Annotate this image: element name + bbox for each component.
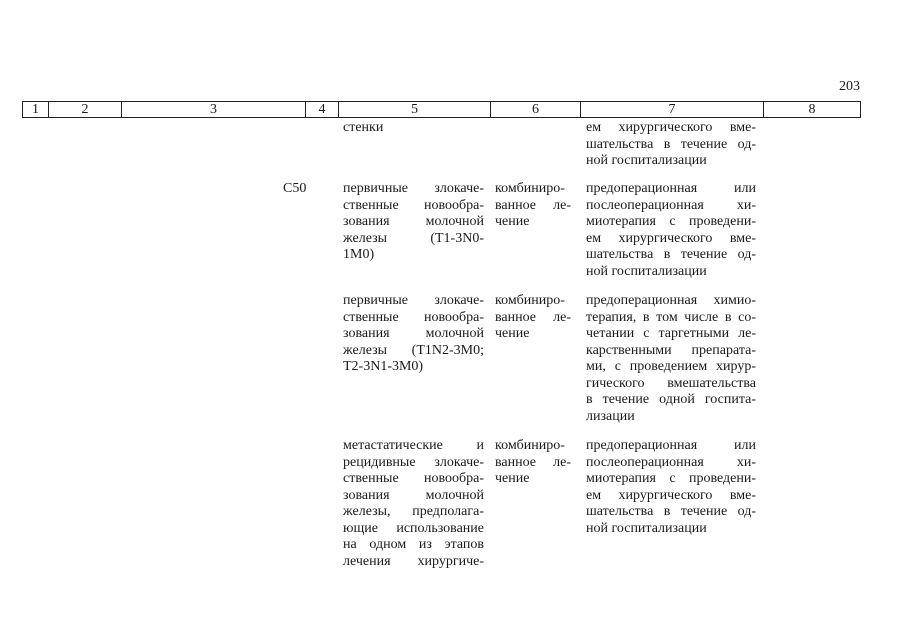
text-line: лизации — [586, 408, 635, 424]
text-line: карственными препарата- — [586, 342, 756, 358]
text-line: железы (T1-3N0- — [343, 230, 484, 246]
text-line: железы (T1N2-3M0; — [343, 342, 484, 358]
text-line: стенки — [343, 120, 384, 135]
text-line: предоперационная или — [586, 438, 756, 453]
column-header-3: 3 — [210, 102, 217, 117]
text-line: комбиниро- — [495, 181, 565, 196]
table-header-row — [22, 101, 861, 118]
text-line: ющие использование — [343, 520, 484, 536]
text-line: 1M0) — [343, 247, 375, 262]
text-line: предоперационная химио- — [586, 293, 756, 308]
text-line: послеоперационная хи- — [586, 454, 756, 470]
text-line: зования молочной — [343, 487, 484, 503]
column-header-1: 1 — [32, 102, 39, 117]
text-line: T2-3N1-3M0) — [343, 359, 424, 374]
text-line: четании с таргетными ле- — [586, 326, 756, 341]
text-line: предоперационная или — [586, 181, 756, 196]
text-line: ванное ле- — [495, 454, 571, 470]
text-line: шательства в течение од- — [586, 247, 756, 262]
text-line: послеоперационная хи- — [586, 197, 756, 213]
text-line: первичные злокаче- — [343, 293, 484, 308]
text-line: чение — [495, 326, 530, 341]
page-number: 203 — [839, 79, 860, 94]
row-1-col7 — [586, 181, 756, 280]
text-line: миотерапия с проведени- — [586, 471, 756, 486]
text-line: ми, с проведением хирур- — [586, 359, 756, 374]
text-line: в течение одной госпита- — [586, 392, 756, 407]
text-line: лечения хирургиче- — [343, 553, 484, 569]
text-line: ванное ле- — [495, 309, 571, 325]
text-line: ной госпитализации — [586, 153, 707, 168]
text-line: миотерапия с проведени- — [586, 214, 756, 229]
text-line: ванное ле- — [495, 197, 571, 213]
text-line: ственные новообра- — [343, 197, 484, 213]
column-header-2: 2 — [81, 102, 89, 117]
row-3-col7 — [586, 438, 756, 537]
text-line: ем хирургического вме- — [586, 230, 756, 246]
row-3-col5 — [343, 438, 484, 570]
text-line: ной госпитализации — [586, 520, 707, 536]
text-line: первичные злокаче- — [343, 181, 484, 196]
text-line: зования молочной — [343, 214, 484, 229]
text-line: шательства в течение од- — [586, 504, 756, 519]
text-line: ственные новообра- — [343, 309, 484, 325]
text-line: чение — [495, 471, 530, 486]
row-2-col6 — [495, 293, 571, 343]
column-header-7: 7 — [668, 102, 676, 117]
text-line: рецидивные злокаче- — [343, 454, 484, 470]
column-header-6: 6 — [532, 102, 539, 117]
row-1-col5 — [343, 181, 484, 264]
text-line: ем хирургического вме- — [586, 120, 756, 135]
row-3-col6 — [495, 438, 571, 488]
text-line: терапия, в том числе в со- — [586, 309, 756, 325]
text-line: комбиниро- — [495, 293, 565, 308]
row-2-col5 — [343, 293, 484, 376]
text-line: чение — [495, 214, 530, 229]
text-line: гического вмешательства — [586, 375, 756, 391]
icd-code: C50 — [283, 181, 307, 196]
text-line: ной госпитализации — [586, 263, 707, 279]
row-0-col5 — [343, 120, 484, 137]
text-line: железы, предполага- — [343, 504, 484, 519]
text-line: на одном из этапов — [343, 537, 484, 552]
row-1-col4-code — [283, 181, 323, 198]
row-0-col7 — [586, 120, 756, 170]
row-1-col6 — [495, 181, 571, 231]
text-line: зования молочной — [343, 326, 484, 341]
text-line: метастатические и — [343, 438, 484, 453]
text-line: комбиниро- — [495, 438, 565, 453]
text-line: ственные новообра- — [343, 471, 484, 486]
text-line: шательства в течение од- — [586, 136, 756, 152]
column-header-4: 4 — [318, 102, 326, 117]
row-2-col7 — [586, 293, 756, 425]
column-header-5: 5 — [411, 102, 418, 117]
text-line: ем хирургического вме- — [586, 487, 756, 503]
column-header-8: 8 — [808, 102, 816, 117]
